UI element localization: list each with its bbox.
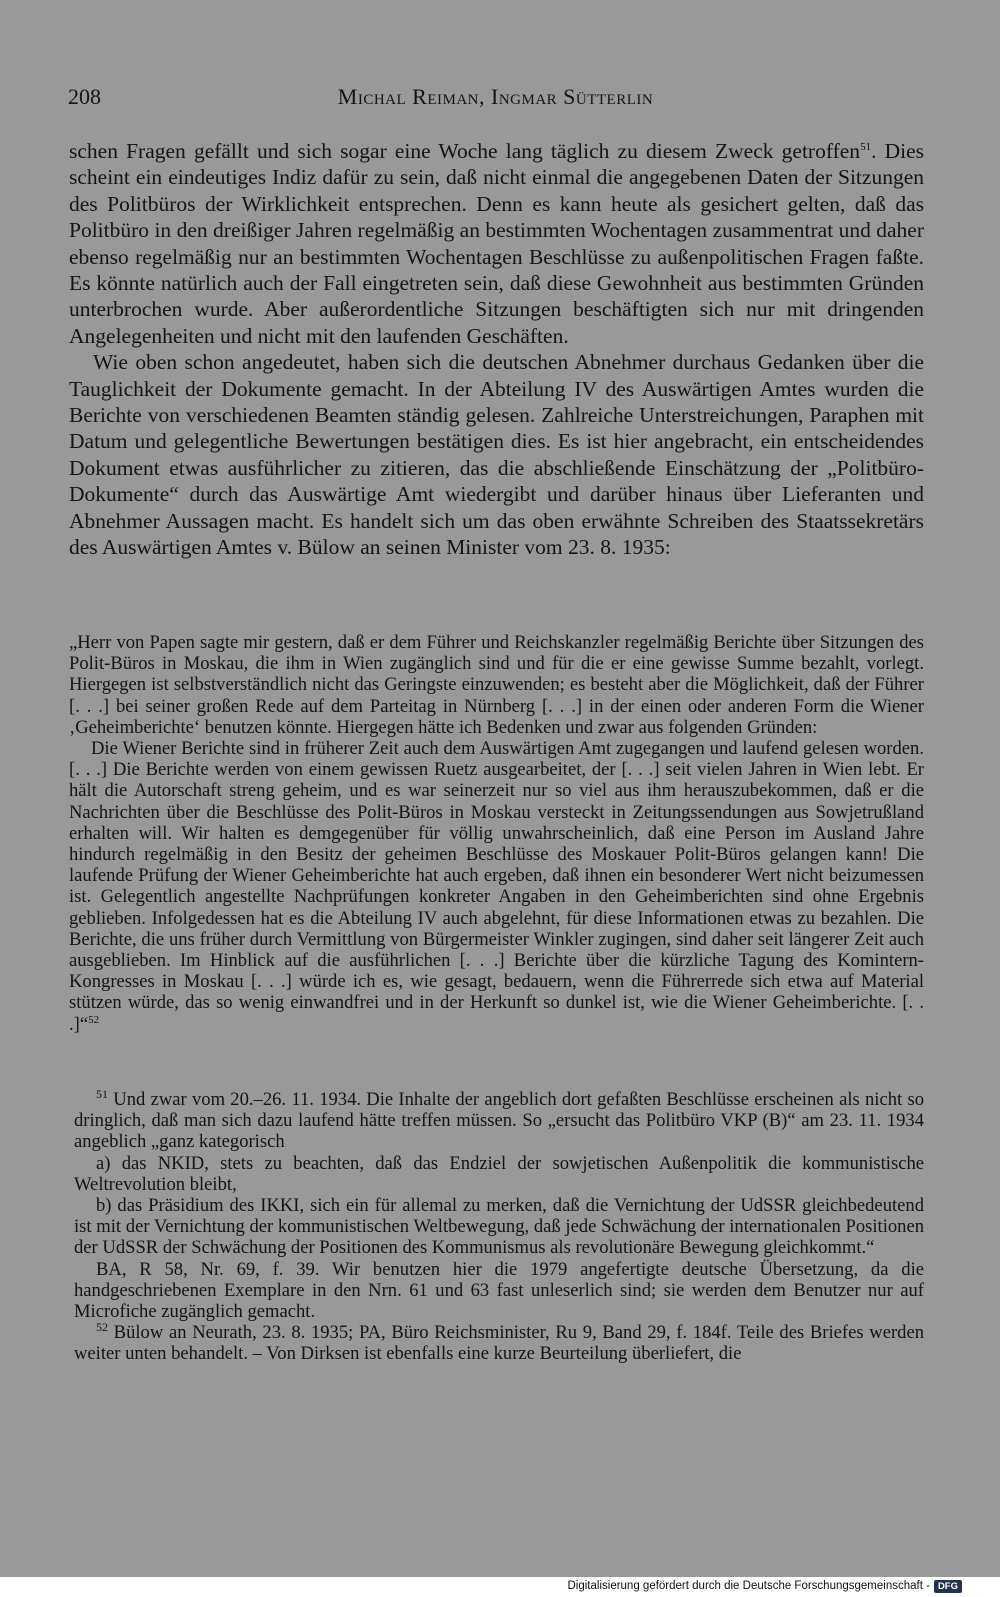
footnote-text: Bülow an Neurath, 23. 8. 1935; PA, Büro Reichsminister, Ru 9, Band 29, f. 184f. Teile des Briefes werden weiter unten behandelt. – Von Dirksen ist ebenfalls eine kurze Beurteilung überliefert, die	[74, 1322, 924, 1365]
footnote-continuation: b) das Präsidium des IKKI, sich ein für allemal zu merken, daß die Vernichtung der UdSSR gleichbedeutend ist mit der Vernichtung der kommunistischen Weltbewegung, daß jede Schwächung der internationalen Positionen der UdSSR der Schwächung der Positionen des Kommunismus als revolutionäre Bewegung gleichkommt.“	[74, 1195, 924, 1259]
digitization-credit	[568, 1577, 963, 1595]
footnote-ref-52[interactable]: 52	[88, 1013, 100, 1026]
footnote-number: 52	[96, 1320, 108, 1335]
body-paragraph	[69, 138, 924, 349]
paragraph-text: . Dies scheint ein eindeutiges Indiz dafür zu sein, daß nicht einmal die angegebenen Daten der Sitzungen des Politbüros der Wirklichkeit entsprechen. Denn es kann heute als gesichert gelten, daß das Politbüro in den dreißiger Jahren regelmäßig an bestimmten Wochentagen zusammentrat und daher ebenso regelmäßig nur an bestimmten Wochentagen Beschlüsse zu außenpolitischen Fragen faßte. Es könnte natürlich auch der Fall eingetreten sein, daß diese Gewohnheit aus bestimmten Gründen unterbrochen wurde. Aber außerordentliche Sitzungen beschäftigten sich nur mit dringenden Angelegenheiten und nicht mit den laufenden Geschäften.	[69, 139, 924, 348]
footnote-number: 51	[96, 1086, 108, 1101]
quote-text: Die Wiener Berichte sind in früherer Zeit auch dem Auswärtigen Amt zugegangen und laufend gelesen worden. [. . .] Die Berichte werden von einem gewissen Ruetz ausgearbeitet, der [. . .] seit vielen Jahren in Wien lebt. Er hält die Autorschaft streng geheim, und es war seinerzeit nur so viel aus ihm herauszubekommen, daß er die Nachrichten über die Beschlüsse des Polit-Büros in Moskau versteckt in Zeitungssendungen aus Sowjetrußland erhalten will. Wir halten es demgegenüber für völlig unwahrscheinlich, daß eine Person im Ausland Jahre hindurch regelmäßig in den Besitz der geheimen Beschlüsse des Moskauer Polit-Büros gelangen kann! Die laufende Prüfung der Wiener Geheimberichte hat auch ergeben, daß ihnen ein besonderer Wert nicht beizumessen ist. Gelegentlich angestellte Nachprüfungen konkreter Angaben in den Geheimberichten sind ohne Ergebnis geblieben. Infolgedessen hat es die Abteilung IV auch abgelehnt, für diese Informationen etwas zu bezahlen. Die Berichte, die uns früher durch Vermittlung von Bürgermeister Winkler zugingen, sind daher seit längerer Zeit auch ausgeblieben. Im Hinblick auf die ausführlichen [. . .] Berichte über die kürzliche Tagung des Komintern-Kongresses in Moskau [. . .] würde ich es, wie gesagt, bedauern, wenn die Führerrede sich etwa auf Material stützen würde, das so wenig einwandfrei und in der Herkunft so dunkel ist, wie die Wiener Geheimberichte. [. . .]“	[69, 738, 924, 1035]
main-text	[69, 138, 924, 561]
footnote-continuation: BA, R 58, Nr. 69, f. 39. Wir benutzen hier die 1979 angefertigte deutsche Übersetzung, da die handgeschriebenen Exemplare in den Nrn. 61 und 63 fast unleserlich sind; sie werden dem Benutzer nur auf Microfiche zugänglich gemacht.	[74, 1258, 924, 1323]
running-head-authors: Michal Reiman, Ingmar Sütterlin	[337, 84, 654, 109]
page-number: 208	[68, 84, 101, 109]
footnote-52	[74, 1322, 924, 1364]
paragraph-text: schen Fragen gefällt und sich sogar eine Woche lang täglich zu diesem Zweck getroffen	[69, 139, 861, 163]
block-quote	[69, 632, 924, 1035]
body-paragraph: Wie oben schon angedeutet, haben sich die deutschen Abnehmer durchaus Gedanken über die Tauglichkeit der Dokumente gemacht. In der Abteilung IV des Auswärtigen Amtes wurden die Berichte von verschiedenen Beamten ständig gelesen. Zahlreiche Unterstreichungen, Paraphen mit Datum und gelegentliche Bewertungen bestätigen dies. Es ist hier angebracht, ein entscheidendes Dokument etwas ausführlicher zu zitieren, das die abschließende Einschätzung der „Politbüro-Dokumente“ durch das Auswärtige Amt wiedergibt und darüber hinaus über Lieferanten und Abnehmer Aussagen macht. Es handelt sich um das oben erwähnte Schreiben des Staatssekretärs des Auswärtigen Amtes v. Bülow an seinen Minister vom 23. 8. 1935:	[69, 350, 924, 560]
footnotes	[74, 1086, 924, 1365]
dfg-logo-icon: DFG	[934, 1580, 962, 1593]
running-header	[68, 84, 923, 112]
credit-text: Digitalisierung gefördert durch die Deutsche Forschungsgemeinschaft -	[567, 1580, 930, 1592]
quote-paragraph: „Herr von Papen sagte mir gestern, daß er dem Führer und Reichskanzler regelmäßig Berichte über Sitzungen des Polit-Büros in Moskau, die ihm in Wien zugänglich sind und für die er eine gewisse Summe bezahlt, vorlegt. Hiergegen ist selbstverständlich nicht das Geringste einzuwenden; es besteht aber die Möglichkeit, daß der Führer [. . .] bei seiner großen Rede auf dem Parteitag in Nürnberg [. . .] in der einen oder anderen Form die Wiener ‚Geheimberichte‘ benutzen könnte. Hiergegen hätte ich Bedenken und zwar aus folgenden Gründen:	[69, 632, 924, 738]
footnote-text: Und zwar vom 20.–26. 11. 1934. Die Inhalte der angeblich dort gefaßten Beschlüsse erscheinen als nicht so dringlich, daß man sich dazu laufend hätte treffen müssen. So „ersucht das Politbüro VKP (B)“ am 23. 11. 1934 angeblich „ganz kategorisch	[74, 1089, 924, 1153]
footnote-ref-51[interactable]: 51	[860, 140, 872, 153]
footnote-51	[74, 1086, 924, 1153]
footnote-continuation: a) das NKID, stets zu beachten, daß das Endziel der sowjetischen Außenpolitik die kommunistische Weltrevolution bleibt,	[74, 1152, 924, 1195]
quote-paragraph	[69, 738, 924, 1035]
